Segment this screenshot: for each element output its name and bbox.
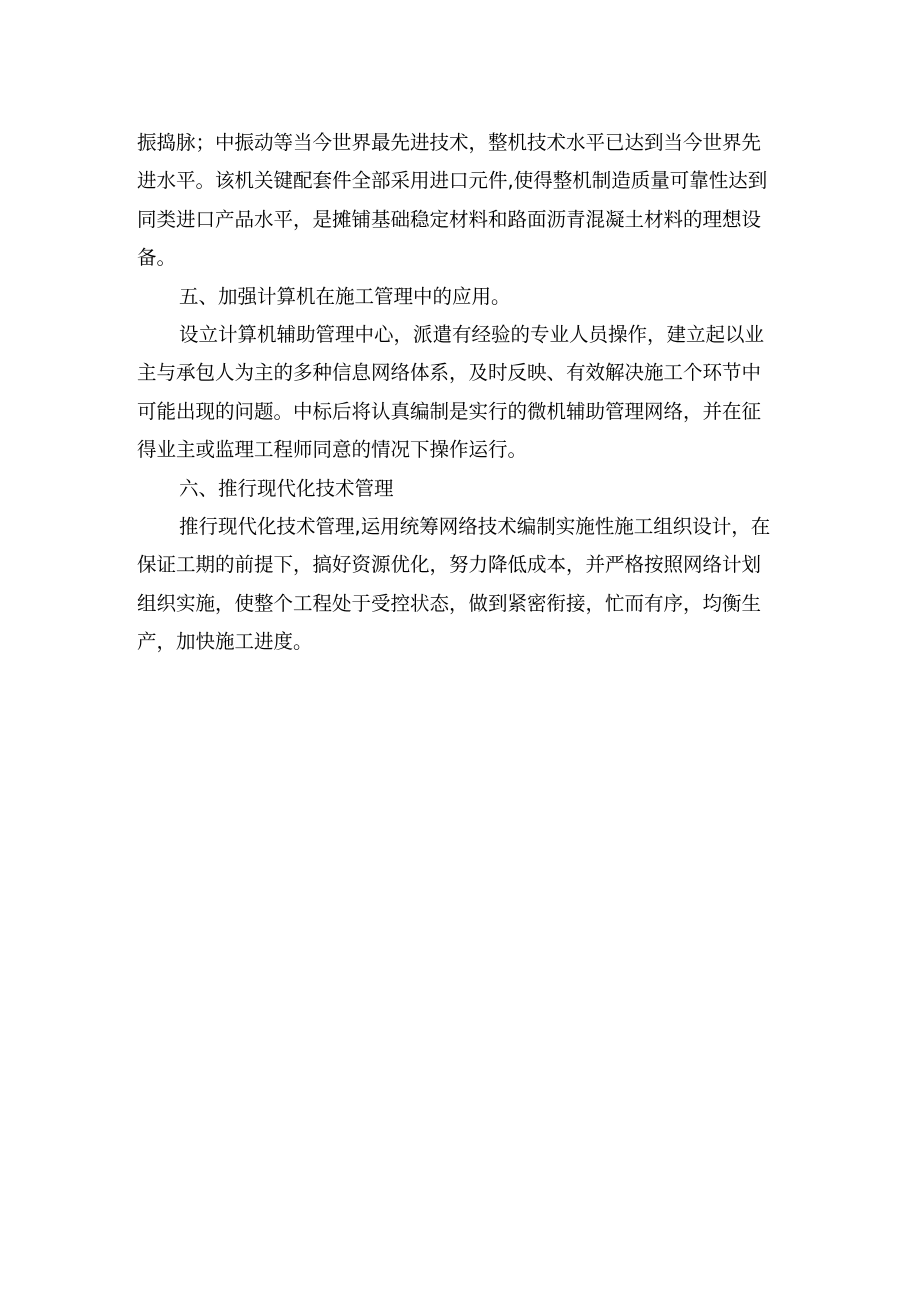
heading-line: 五、加强计算机在施工管理中的应用。: [179, 284, 511, 308]
text-line: 主与承包人为主的多种信息网络体系，及时反映、有效解决施工个环节中: [137, 361, 762, 385]
paragraph-computer-management: [137, 316, 787, 470]
text-line: 得业主或监理工程师同意的情况下操作运行。: [137, 438, 528, 462]
text-line: 推行现代化技术管理,运用统筹网络技术编制实施性施工组织设计，在: [179, 514, 771, 538]
section-heading-five: [137, 278, 787, 316]
text-line: 保证工期的前提下，搞好资源优化，努力降低成本，并严格按照网络计划: [137, 553, 762, 577]
text-line: 可能出现的问题。中标后将认真编制是实行的微机辅助管理网络，并在征: [137, 399, 762, 423]
text-line: 组织实施，使整个工程处于受控状态，做到紧密衔接，忙而有序，均衡生: [137, 591, 762, 615]
section-heading-six: [137, 470, 787, 508]
text-line: 进水平。该机关键配套件全部采用进口元件,使得整机制造质量可靠性达到: [137, 169, 768, 193]
heading-line: 六、推行现代化技术管理: [179, 476, 394, 500]
paragraph-equipment: [137, 124, 787, 278]
text-line: 备。: [137, 246, 177, 270]
paragraph-modern-management: [137, 508, 787, 662]
text-line: 振捣脉；中振动等当今世界最先进技术，整机技术水平已达到当今世界先: [137, 131, 762, 154]
document-body: [137, 124, 787, 661]
text-line: 设立计算机辅助管理中心，派遣有经验的专业人员操作，建立起以业: [179, 322, 765, 346]
text-line: 同类进口产品水平，是摊铺基础稳定材料和路面沥青混凝土材料的理想设: [137, 207, 762, 231]
text-line: 产，加快施工进度。: [137, 630, 313, 654]
